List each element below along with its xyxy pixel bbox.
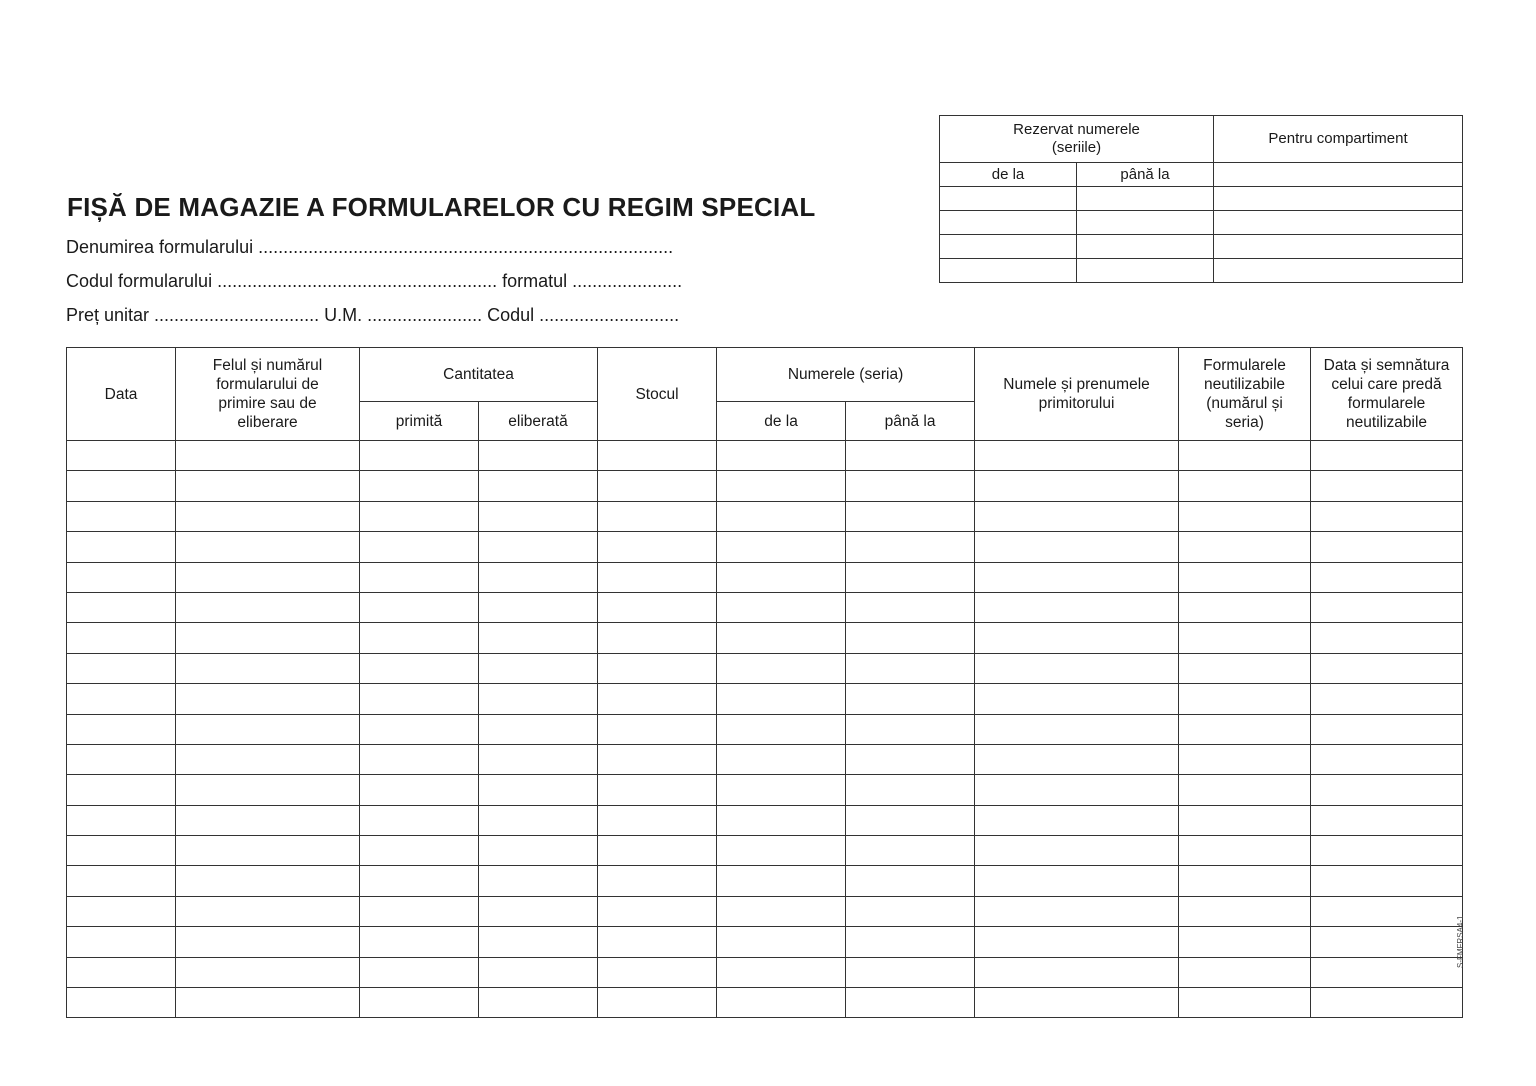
table-row — [940, 235, 1463, 259]
table-cell[interactable] — [975, 592, 1179, 622]
table-cell[interactable] — [67, 805, 176, 835]
table-cell[interactable] — [846, 623, 975, 653]
table-cell[interactable] — [479, 927, 598, 957]
table-cell[interactable] — [1179, 744, 1311, 774]
table-cell[interactable] — [717, 775, 846, 805]
inventory-table — [66, 347, 1463, 1018]
table-cell[interactable] — [67, 866, 176, 896]
table-cell[interactable] — [717, 957, 846, 987]
table-cell[interactable] — [479, 714, 598, 744]
table-cell[interactable] — [598, 744, 717, 774]
table-cell[interactable] — [360, 684, 479, 714]
table-cell[interactable] — [67, 957, 176, 987]
table-cell[interactable] — [717, 653, 846, 683]
table-row — [67, 805, 1463, 835]
table-cell[interactable] — [975, 744, 1179, 774]
table-cell[interactable] — [176, 592, 360, 622]
table-cell[interactable] — [717, 866, 846, 896]
table-cell[interactable] — [360, 714, 479, 744]
table-cell[interactable] — [975, 866, 1179, 896]
table-cell[interactable] — [717, 896, 846, 926]
signature-header: Data și semnătura celui care predă formularele neutilizabile — [1311, 348, 1463, 441]
table-row — [67, 471, 1463, 501]
table-row — [67, 623, 1463, 653]
table-row — [940, 211, 1463, 235]
table-cell[interactable] — [479, 441, 598, 471]
table-cell[interactable] — [360, 592, 479, 622]
table-cell[interactable] — [1311, 896, 1463, 926]
table-cell[interactable] — [479, 684, 598, 714]
table-row — [67, 896, 1463, 926]
table-row — [67, 562, 1463, 592]
table-cell[interactable] — [1179, 775, 1311, 805]
table-cell[interactable] — [598, 957, 717, 987]
table-cell[interactable] — [479, 532, 598, 562]
form-title: FIȘĂ DE MAGAZIE A FORMULARELOR CU REGIM SPECIAL — [67, 192, 816, 222]
table-cell[interactable] — [1311, 957, 1463, 987]
table-cell[interactable] — [1311, 592, 1463, 622]
table-cell[interactable] — [1311, 471, 1463, 501]
table-cell[interactable] — [1179, 684, 1311, 714]
table-cell[interactable] — [67, 501, 176, 531]
table-cell[interactable] — [479, 653, 598, 683]
table-cell[interactable] — [846, 471, 975, 501]
table-cell[interactable] — [598, 532, 717, 562]
table-cell[interactable] — [846, 714, 975, 744]
table-cell[interactable] — [360, 623, 479, 653]
table-cell[interactable] — [1311, 562, 1463, 592]
table-cell[interactable] — [360, 957, 479, 987]
table-cell[interactable] — [975, 562, 1179, 592]
table-cell[interactable] — [479, 744, 598, 774]
table-cell[interactable] — [598, 471, 717, 501]
table-cell[interactable] — [1179, 866, 1311, 896]
table-cell[interactable] — [598, 441, 717, 471]
table-cell[interactable] — [846, 896, 975, 926]
quantity-header: Cantitatea — [360, 348, 598, 402]
reserved-to-header: până la — [1077, 163, 1214, 187]
table-row — [67, 714, 1463, 744]
table-row — [940, 187, 1463, 211]
reserved-header: Rezervat numerele (seriile) — [940, 116, 1214, 163]
table-row — [67, 441, 1463, 471]
table-cell[interactable] — [67, 744, 176, 774]
table-cell[interactable] — [1179, 623, 1311, 653]
table-cell[interactable] — [479, 562, 598, 592]
date-header: Data — [67, 348, 176, 441]
table-cell[interactable] — [176, 684, 360, 714]
table-cell[interactable] — [67, 471, 176, 501]
table-cell[interactable] — [717, 927, 846, 957]
table-cell[interactable] — [479, 988, 598, 1018]
numbers-from-header: de la — [717, 402, 846, 441]
table-cell[interactable] — [975, 957, 1179, 987]
table-cell[interactable] — [846, 866, 975, 896]
table-cell[interactable] — [717, 532, 846, 562]
table-cell[interactable] — [176, 988, 360, 1018]
table-cell[interactable] — [1179, 988, 1311, 1018]
table-cell[interactable] — [1311, 866, 1463, 896]
table-cell[interactable] — [67, 441, 176, 471]
reserved-from-header: de la — [940, 163, 1077, 187]
table-cell[interactable] — [598, 501, 717, 531]
table-cell[interactable] — [479, 866, 598, 896]
table-cell[interactable] — [1179, 471, 1311, 501]
table-cell[interactable] — [1179, 501, 1311, 531]
table-cell[interactable] — [176, 653, 360, 683]
table-row — [67, 592, 1463, 622]
table-cell[interactable] — [67, 896, 176, 926]
table-row — [940, 259, 1463, 283]
table-cell[interactable] — [717, 562, 846, 592]
table-cell[interactable] — [1179, 896, 1311, 926]
table-cell[interactable] — [598, 866, 717, 896]
table-cell[interactable] — [1311, 927, 1463, 957]
table-cell[interactable] — [846, 744, 975, 774]
table-cell[interactable] — [598, 927, 717, 957]
table-row — [67, 866, 1463, 896]
table-cell[interactable] — [360, 744, 479, 774]
form-code-label: S-FMFRSA4-1 — [1456, 915, 1465, 968]
table-cell[interactable] — [479, 896, 598, 926]
table-cell[interactable] — [360, 653, 479, 683]
table-cell[interactable] — [1311, 684, 1463, 714]
table-cell[interactable] — [1311, 441, 1463, 471]
type-header: Felul și numărul formularului de primire sau de eliberare — [176, 348, 360, 441]
table-cell[interactable] — [1311, 714, 1463, 744]
table-cell[interactable] — [67, 653, 176, 683]
table-cell[interactable] — [1179, 532, 1311, 562]
table-cell[interactable] — [176, 775, 360, 805]
table-cell[interactable] — [598, 562, 717, 592]
table-cell[interactable] — [717, 684, 846, 714]
table-cell[interactable] — [717, 592, 846, 622]
table-cell[interactable] — [176, 471, 360, 501]
table-cell[interactable] — [846, 775, 975, 805]
table-cell[interactable] — [598, 592, 717, 622]
table-cell[interactable] — [975, 896, 1179, 926]
table-cell[interactable] — [846, 957, 975, 987]
table-cell[interactable] — [975, 988, 1179, 1018]
table-cell[interactable] — [846, 684, 975, 714]
table-cell[interactable] — [360, 441, 479, 471]
table-cell[interactable] — [598, 836, 717, 866]
table-row — [67, 744, 1463, 774]
table-cell[interactable] — [598, 805, 717, 835]
table-cell[interactable] — [598, 714, 717, 744]
table-cell[interactable] — [975, 927, 1179, 957]
table-cell[interactable] — [975, 836, 1179, 866]
table-cell[interactable] — [717, 714, 846, 744]
table-cell[interactable] — [479, 623, 598, 653]
table-cell[interactable] — [1179, 805, 1311, 835]
recipient-header: Numele și prenumele primitorului — [975, 348, 1179, 441]
table-cell[interactable] — [846, 805, 975, 835]
table-cell[interactable] — [1179, 653, 1311, 683]
table-cell[interactable] — [598, 623, 717, 653]
table-cell[interactable] — [1179, 592, 1311, 622]
table-cell[interactable] — [360, 927, 479, 957]
table-cell[interactable] — [975, 532, 1179, 562]
table-cell[interactable] — [846, 927, 975, 957]
table-cell[interactable] — [1179, 441, 1311, 471]
issued-header: eliberată — [479, 402, 598, 441]
unusable-header: Formularele neutilizabile (numărul și seria) — [1179, 348, 1311, 441]
table-cell[interactable] — [67, 623, 176, 653]
table-cell[interactable] — [176, 896, 360, 926]
table-cell[interactable] — [67, 775, 176, 805]
table-cell[interactable] — [846, 836, 975, 866]
table-cell[interactable] — [717, 836, 846, 866]
table-cell[interactable] — [717, 623, 846, 653]
table-cell[interactable] — [1179, 927, 1311, 957]
table-cell[interactable] — [67, 927, 176, 957]
form-name-field: Denumirea formularului ................................................................................... — [66, 237, 674, 257]
table-cell[interactable] — [975, 684, 1179, 714]
table-cell[interactable] — [846, 988, 975, 1018]
table-cell[interactable] — [67, 684, 176, 714]
table-cell[interactable] — [1311, 988, 1463, 1018]
table-cell[interactable] — [176, 957, 360, 987]
table-cell[interactable] — [1311, 836, 1463, 866]
table-cell[interactable] — [598, 775, 717, 805]
table-cell[interactable] — [717, 441, 846, 471]
table-cell[interactable] — [479, 471, 598, 501]
table-row — [67, 684, 1463, 714]
table-cell[interactable] — [717, 471, 846, 501]
table-cell[interactable] — [176, 805, 360, 835]
unit-price-field: Preț unitar ................................. U.M. ....................... Codul ............................ — [66, 305, 680, 325]
table-cell[interactable] — [717, 501, 846, 531]
table-cell[interactable] — [67, 714, 176, 744]
table-cell[interactable] — [846, 562, 975, 592]
table-cell[interactable] — [176, 744, 360, 774]
reserved-numbers-table — [939, 115, 1463, 283]
table-cell[interactable] — [360, 988, 479, 1018]
table-cell[interactable] — [975, 805, 1179, 835]
form-code-field: Codul formularului ........................................................ formatul ...................... — [66, 271, 683, 291]
table-cell[interactable] — [846, 441, 975, 471]
table-cell[interactable] — [1311, 653, 1463, 683]
table-cell[interactable] — [846, 592, 975, 622]
table-cell[interactable] — [176, 927, 360, 957]
table-cell[interactable] — [360, 532, 479, 562]
table-cell[interactable] — [846, 501, 975, 531]
table-cell[interactable] — [598, 988, 717, 1018]
table-cell[interactable] — [479, 805, 598, 835]
table-row — [67, 653, 1463, 683]
table-cell[interactable] — [479, 501, 598, 531]
table-row — [67, 836, 1463, 866]
table-cell[interactable] — [975, 653, 1179, 683]
table-cell[interactable] — [176, 562, 360, 592]
table-cell[interactable] — [1311, 532, 1463, 562]
table-cell[interactable] — [975, 441, 1179, 471]
table-cell[interactable] — [360, 501, 479, 531]
table-cell[interactable] — [360, 471, 479, 501]
table-cell[interactable] — [598, 684, 717, 714]
table-cell[interactable] — [360, 805, 479, 835]
table-cell[interactable] — [360, 866, 479, 896]
table-row — [67, 775, 1463, 805]
table-row — [67, 957, 1463, 987]
table-cell[interactable] — [67, 836, 176, 866]
table-cell[interactable] — [67, 592, 176, 622]
numbers-to-header: până la — [846, 402, 975, 441]
table-row — [67, 988, 1463, 1018]
table-cell[interactable] — [67, 562, 176, 592]
table-cell[interactable] — [846, 653, 975, 683]
table-cell[interactable] — [1179, 957, 1311, 987]
numbers-header: Numerele (seria) — [717, 348, 975, 402]
table-cell[interactable] — [1311, 623, 1463, 653]
table-cell[interactable] — [67, 532, 176, 562]
table-cell[interactable] — [67, 988, 176, 1018]
table-cell[interactable] — [176, 714, 360, 744]
table-cell[interactable] — [846, 532, 975, 562]
table-cell[interactable] — [1311, 805, 1463, 835]
table-row — [67, 501, 1463, 531]
table-cell[interactable] — [1311, 501, 1463, 531]
table-cell[interactable] — [176, 441, 360, 471]
table-cell[interactable] — [1179, 836, 1311, 866]
table-cell[interactable] — [479, 775, 598, 805]
table-cell[interactable] — [1311, 744, 1463, 774]
stock-header: Stocul — [598, 348, 717, 441]
table-cell[interactable] — [176, 532, 360, 562]
table-cell[interactable] — [176, 623, 360, 653]
table-cell[interactable] — [1179, 714, 1311, 744]
compartment-subheader — [1214, 163, 1463, 187]
table-cell[interactable] — [360, 775, 479, 805]
table-cell[interactable] — [176, 836, 360, 866]
table-cell[interactable] — [1179, 562, 1311, 592]
table-cell[interactable] — [360, 562, 479, 592]
table-cell[interactable] — [975, 623, 1179, 653]
table-cell[interactable] — [360, 836, 479, 866]
table-cell[interactable] — [717, 744, 846, 774]
table-row — [67, 532, 1463, 562]
table-cell[interactable] — [598, 653, 717, 683]
table-cell[interactable] — [717, 805, 846, 835]
table-row — [67, 927, 1463, 957]
table-cell[interactable] — [717, 988, 846, 1018]
table-cell[interactable] — [975, 714, 1179, 744]
table-cell[interactable] — [975, 775, 1179, 805]
table-cell[interactable] — [479, 836, 598, 866]
received-header: primită — [360, 402, 479, 441]
compartment-header: Pentru compartiment — [1214, 116, 1463, 163]
table-cell[interactable] — [176, 501, 360, 531]
table-cell[interactable] — [360, 896, 479, 926]
table-cell[interactable] — [975, 471, 1179, 501]
table-cell[interactable] — [479, 957, 598, 987]
table-cell[interactable] — [1311, 775, 1463, 805]
table-cell[interactable] — [479, 592, 598, 622]
table-cell[interactable] — [176, 866, 360, 896]
table-cell[interactable] — [975, 501, 1179, 531]
table-cell[interactable] — [598, 896, 717, 926]
